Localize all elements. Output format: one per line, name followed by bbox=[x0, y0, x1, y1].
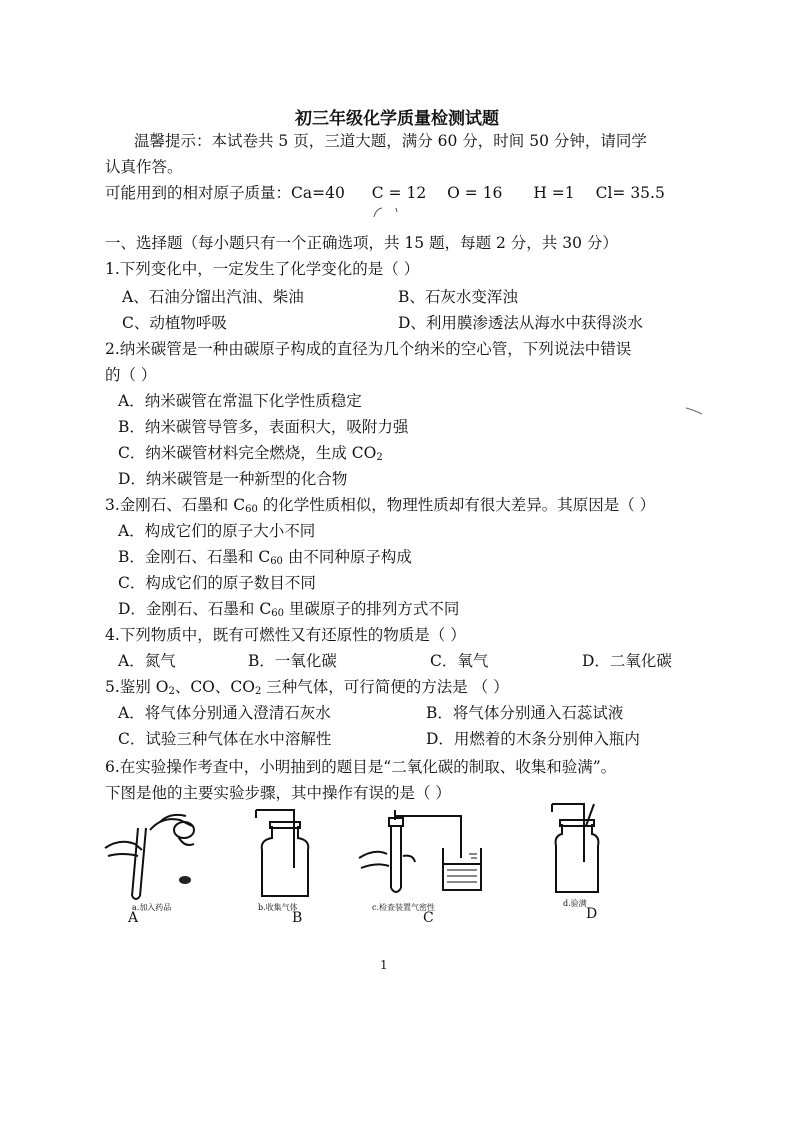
q3-stem-text-2: 的化学性质相似，物理性质却有很大差异。其原因是（ ） bbox=[257, 496, 656, 514]
tip-line-1: 温馨提示：本试卷共 5 页，三道大题，满分 60 分，时间 50 分钟，请同学 bbox=[134, 132, 647, 150]
mass-ca: Ca=40 bbox=[291, 184, 345, 202]
q1-option-c: C、动植物呼吸 bbox=[122, 314, 227, 332]
mass-h: H =1 bbox=[533, 184, 575, 202]
mass-o: O = 16 bbox=[447, 184, 503, 202]
mass-cl: Cl= 35.5 bbox=[595, 184, 665, 202]
figure-d-checking-full bbox=[548, 802, 618, 898]
q3-option-b-text-1: B．金刚石、石墨和 C bbox=[118, 548, 271, 566]
q3-option-d bbox=[118, 598, 459, 625]
q2-stem-line-1: 2.纳米碳管是一种由碳原子构成的直径为几个纳米的空心管，下列说法中错误 bbox=[105, 340, 632, 358]
q4-stem: 4.下列物质中，既有可燃性又有还原性的物质是（ ） bbox=[105, 626, 466, 644]
q2-option-d: D．纳米碳管是一种新型的化合物 bbox=[118, 470, 348, 488]
figure-d-letter: D bbox=[586, 906, 598, 922]
figure-c-checking-airtightness bbox=[355, 808, 500, 903]
q3-option-d-text-1: D．金刚石、石墨和 C bbox=[118, 600, 272, 618]
section-1-heading: 一、选择题（每小题只有一个正确选项，共 15 题，每题 2 分，共 30 分） bbox=[105, 234, 618, 252]
q5-stem-subscript-1: 2 bbox=[168, 686, 175, 697]
q1-option-d: D、利用膜渗透法从海水中获得淡水 bbox=[398, 314, 643, 332]
q5-option-a: A．将气体分别通入澄清石灰水 bbox=[118, 704, 331, 722]
figure-b-letter: B bbox=[292, 910, 303, 926]
q3-option-c: C．构成它们的原子数目不同 bbox=[118, 574, 316, 592]
q1-option-b: B、石灰水变浑浊 bbox=[398, 288, 518, 306]
q2-stem-line-2: 的（ ） bbox=[105, 366, 157, 384]
q4-option-b: B．一氧化碳 bbox=[248, 652, 337, 670]
q5-option-b: B．将气体分别通入石蕊试液 bbox=[426, 704, 624, 722]
q3-option-b-subscript: 60 bbox=[270, 556, 283, 567]
mass-c: C = 12 bbox=[371, 184, 427, 202]
q5-stem-text-3: 三种气体，可行简便的方法是 （ ） bbox=[261, 678, 509, 696]
q2-option-a: A．纳米碳管在常温下化学性质稳定 bbox=[118, 392, 362, 410]
q3-option-a: A．构成它们的原子大小不同 bbox=[118, 522, 316, 540]
scan-mark-2 bbox=[684, 404, 704, 416]
atomic-masses bbox=[105, 182, 665, 204]
figure-c-caption: c.检查装置气密性 bbox=[372, 903, 436, 912]
q5-option-c: C．试验三种气体在水中溶解性 bbox=[118, 730, 332, 748]
q6-stem-line-1: 6.在实验操作考查中，小明抽到的题目是“二氧化碳的制取、收集和验满”。 bbox=[105, 758, 617, 776]
q5-stem-subscript-2: 2 bbox=[254, 686, 262, 697]
q3-option-b bbox=[118, 546, 412, 573]
page-title: 初三年级化学质量检测试题 bbox=[295, 109, 499, 129]
tip-line-2: 认真作答。 bbox=[105, 158, 183, 176]
q3-stem-text-1: 3.金刚石、石墨和 C bbox=[105, 496, 246, 514]
q5-stem bbox=[105, 676, 509, 703]
q3-stem-subscript: 60 bbox=[245, 504, 258, 515]
figure-a-caption: a.加入药品 bbox=[132, 903, 172, 912]
q4-option-d: D．二氧化碳 bbox=[582, 652, 672, 670]
q3-option-d-text-2: 里碳原子的排列方式不同 bbox=[283, 600, 460, 618]
figure-c-letter: C bbox=[423, 910, 434, 926]
q2-option-c-text: C．纳米碳管材料完全燃烧，生成 CO bbox=[118, 444, 377, 462]
q3-stem bbox=[105, 494, 655, 521]
q3-option-b-text-2: 由不同种原子构成 bbox=[282, 548, 412, 566]
figure-a-letter: A bbox=[128, 910, 139, 926]
scan-mark bbox=[370, 205, 410, 219]
q5-option-d: D．用燃着的木条分别伸入瓶内 bbox=[426, 730, 640, 748]
atomic-masses-label: 可能用到的相对原子质量： bbox=[105, 184, 292, 202]
q5-stem-text-1: 5.鉴别 O bbox=[105, 678, 169, 696]
page-number: 1 bbox=[380, 958, 388, 972]
figure-d-caption: d.验满 bbox=[563, 899, 587, 908]
q2-option-c-subscript: 2 bbox=[376, 452, 383, 463]
q4-option-a: A．氮气 bbox=[118, 652, 176, 670]
q1-stem: 1.下列变化中，一定发生了化学变化的是（ ） bbox=[105, 260, 420, 278]
q2-option-c bbox=[118, 442, 383, 469]
q1-option-a: A、石油分馏出汽油、柴油 bbox=[122, 288, 304, 306]
q6-stem-line-2: 下图是他的主要实验步骤，其中操作有误的是（ ） bbox=[105, 784, 451, 802]
q2-option-b: B．纳米碳管导管多，表面积大，吸附力强 bbox=[118, 418, 409, 436]
figure-b-collecting-gas bbox=[250, 808, 320, 903]
figure-a-adding-reagent bbox=[100, 808, 230, 903]
figure-b-caption: b.收集气体 bbox=[258, 903, 298, 912]
q4-option-c: C．氧气 bbox=[430, 652, 489, 670]
q3-option-d-subscript: 60 bbox=[271, 608, 284, 619]
q5-stem-text-2: 、CO、CO bbox=[174, 678, 255, 696]
